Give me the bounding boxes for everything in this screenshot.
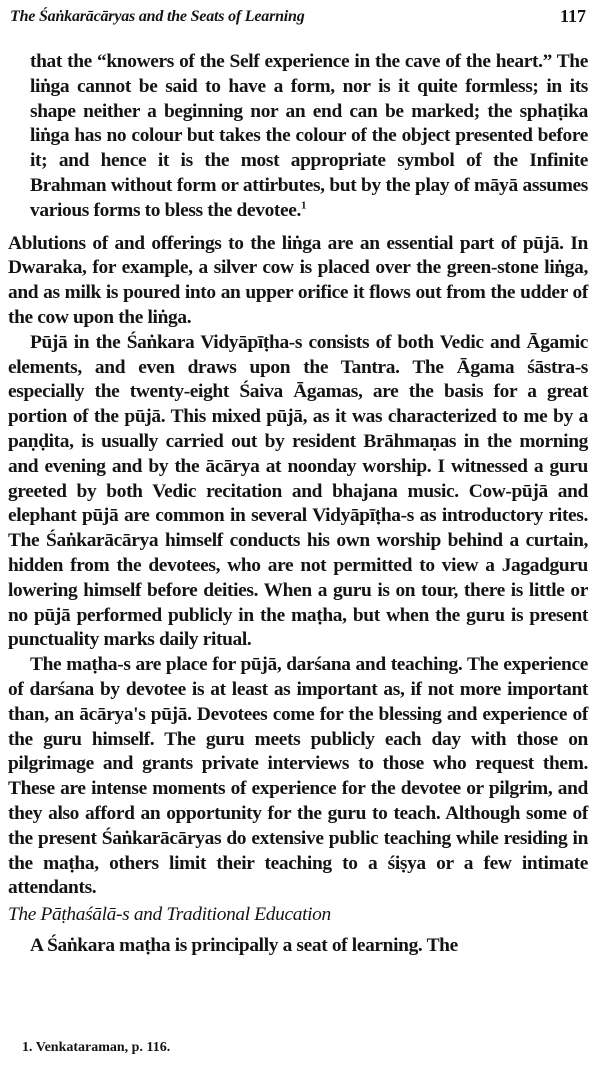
paragraph-puja: Pūjā in the Śaṅkara Vidyāpīṭha-s consists of both Vedic and Āgamic elements, and even draws upon the Tantra. The Āgama śāstra-s especially the twenty-eight Śaiva Āgamas, are the basis for a great portion of the pūjā. This mixed pūjā, as it was characterized to me by a paṇḍita, is usually carried out by resident Brāhmaṇas in the morning and evening and by the ācārya at noonday worship. I witnessed a guru greeted by both Vedic recitation and bhajana music. Cow-pūjā and elephant pūjā are common in several Vidyāpīṭha-s as introductory rites. The Śaṅkarācārya himself conducts his own worship behind a curtain, hidden from the devotees, who are not permitted to view a Jagadguru lowering himself before deities. When a guru is on tour, there is little or no pūjā performed publicly in the maṭha, but when the guru is present punctuality marks daily ritual. — [8, 331, 588, 651]
block-quote-text: that the “knowers of the Self experience in the cave of the heart.” The liṅga cannot be said to have a form, nor is it quite formless; in its shape neither a beginning nor an end can be marked; the sphaṭika liṅga has no colour but takes the colour of the object presented before it; and hence it is the most appropriate symbol of the Infinite Brahman without form or attirbutes, but by the play of māyā assumes various forms to bless the devotee. — [30, 51, 588, 221]
paragraph-ablutions: Ablutions of and offerings to the liṅga are an essential part of pūjā. In Dwaraka, for example, a silver cow is placed over the green-stone liṅga, and as milk is poured into an upper orifice it flows out from the udder of the cow upon the liṅga. — [8, 232, 588, 328]
block-quote — [30, 50, 588, 224]
footnote-reference: 1 — [301, 199, 307, 212]
paragraph-matha: The maṭha-s are place for pūjā, darśana and teaching. The experience of darśana by devotee is at least as important as, if not more important than, an ācārya's pūjā. Devotees come for the blessing and experience of the guru himself. The guru meets publicly each day with those on pilgrimage and grants private interviews to those who request them. These are intense moments of experience for the devotee or pilgrim, and they also afford an opportunity for the guru to teach. Although some of the present Śaṅkarācāryas do extensive public teaching while residing in the maṭha, others limit their teaching to a śiṣya or a few intimate attendants. — [8, 654, 588, 899]
page-number: 117 — [559, 6, 586, 26]
paragraph-seat-of-learning: A Śaṅkara maṭha is principally a seat of learning. The — [30, 934, 458, 956]
running-title: The Śaṅkarācāryas and the Seats of Learning — [10, 8, 305, 25]
page-body — [8, 50, 588, 959]
footnote: 1. Venkataraman, p. 116. — [22, 1040, 171, 1055]
section-heading: The Pāṭhaśālā-s and Traditional Education — [8, 904, 331, 926]
